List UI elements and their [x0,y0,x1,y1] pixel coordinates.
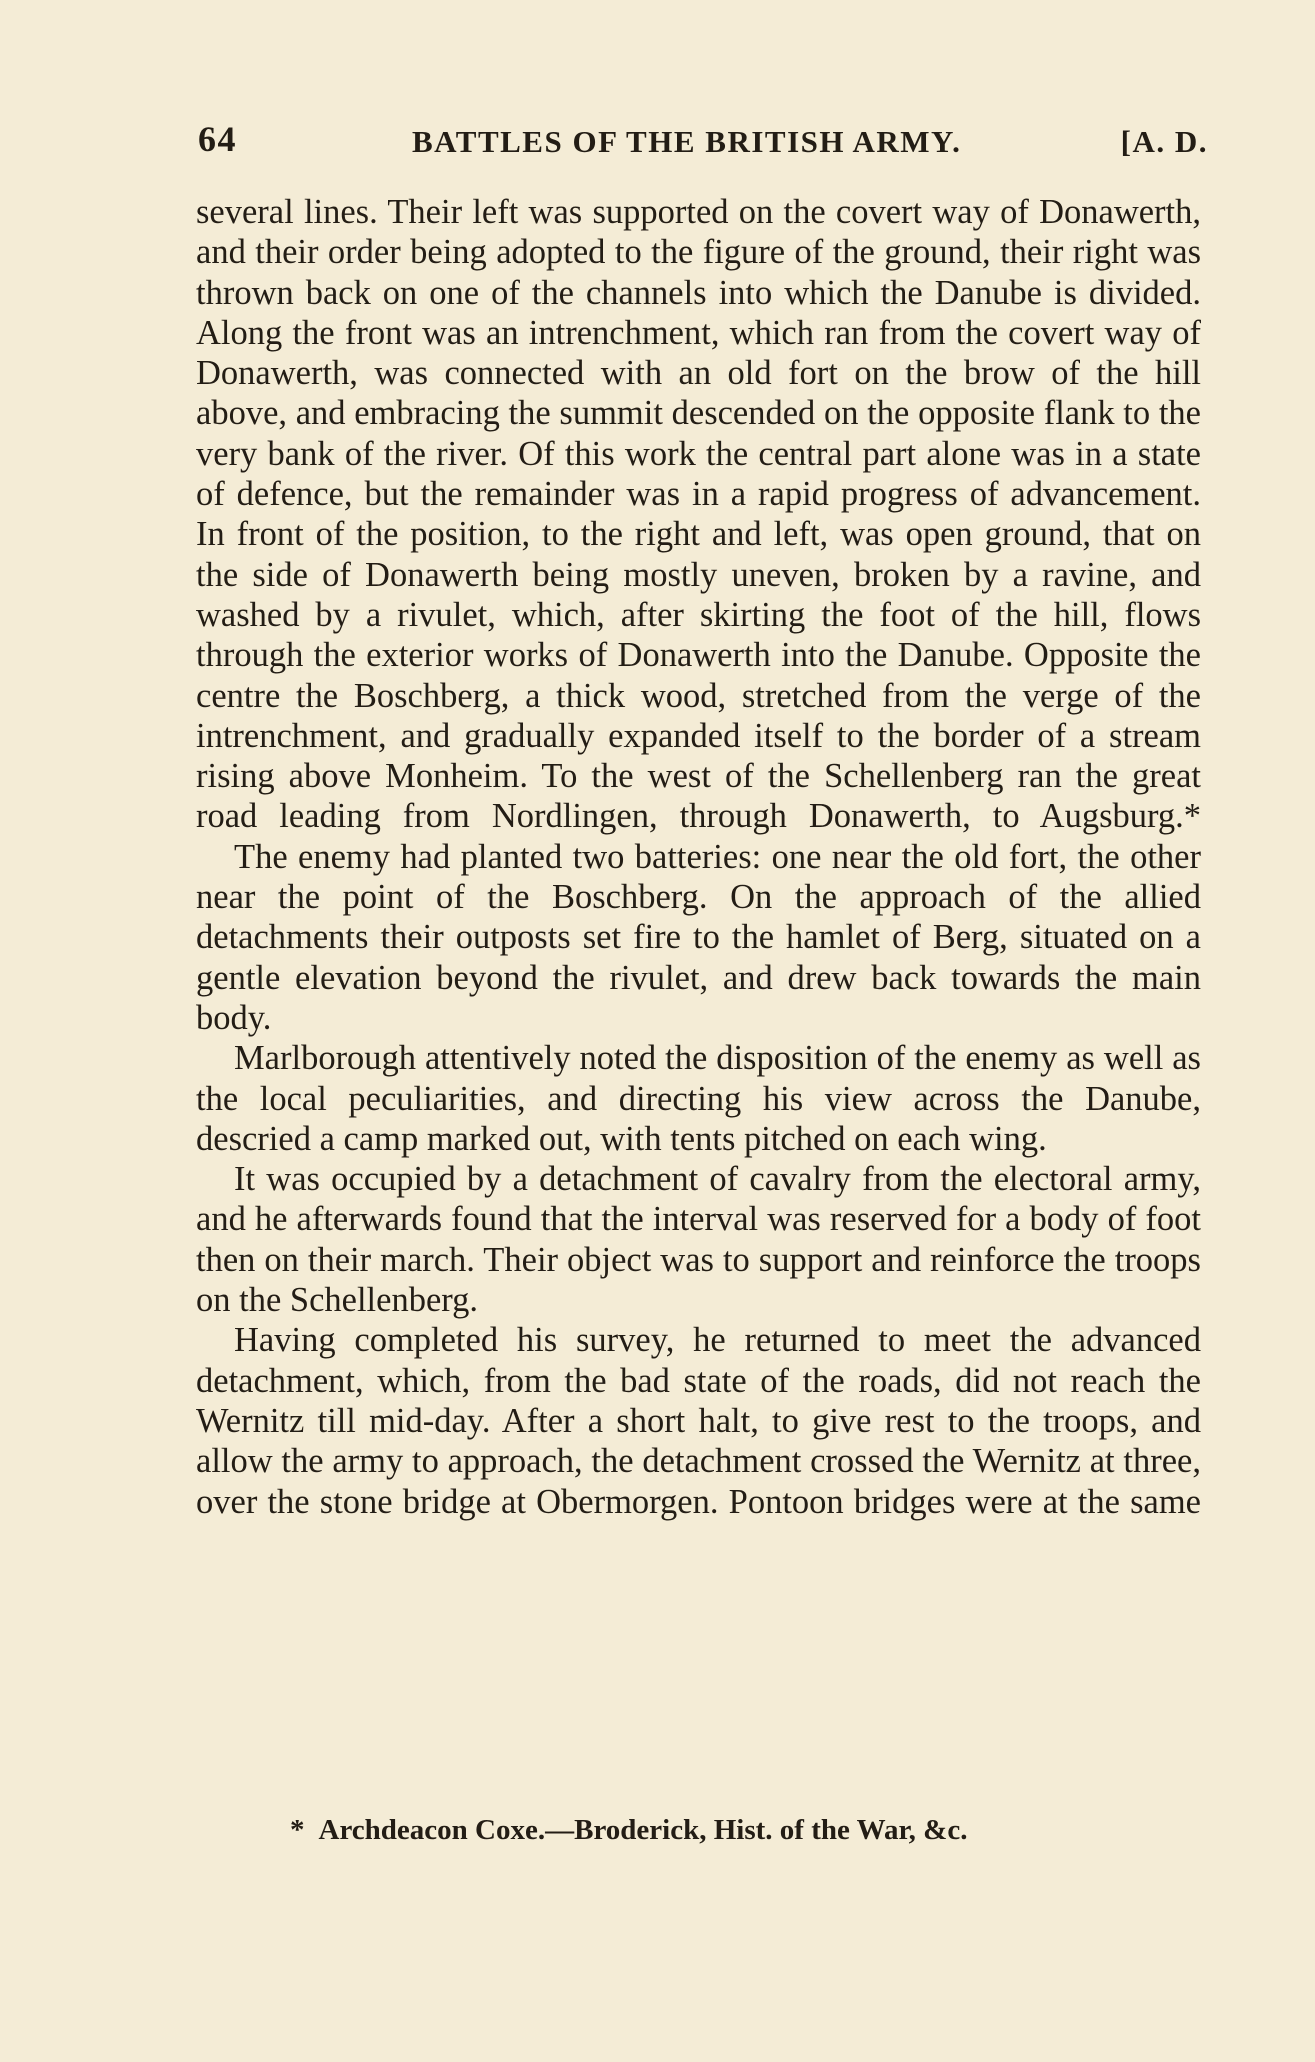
running-header [198,118,1208,168]
footnote-mark: * [290,1814,305,1846]
page-number: 64 [198,119,237,159]
running-title: BATTLES OF THE BRITISH ARMY. [412,124,962,159]
paragraph-5: Having completed his survey, he returned to meet the advanced detachment, which, from the bad state of the roads, did not reach the Wernitz till mid-day. After a short halt, to give rest to the troops, and allow the army to approach, the detachment crossed the Wernitz at three, over the stone bridge at Obermorgen. Pontoon bridges were at the same [196,1321,1201,1521]
footnote-text: Archdeacon Coxe.—Broderick, Hist. of the War, &c. [318,1814,968,1846]
paragraph-4: It was occupied by a detachment of cavalry from the electoral army, and he afterwards found that the interval was reserved for a body of foot then on their march. Their object was to support and reinforce the troops on the Schellenberg. [196,1160,1201,1320]
paragraph-2: The enemy had planted two batteries: one near the old fort, the other near the point of the Boschberg. On the approach of the allied detachments their outposts set fire to the hamlet of Berg, situated on a gentle elevation beyond the rivulet, and drew back towards the main body. [196,837,1201,1037]
footnote [200,1813,1200,1847]
paragraph-3: Marlborough attentively noted the disposition of the enemy as well as the local peculiarities, and directing his view across the Danube, descried a camp marked out, with tents pitched on each wing. [196,1039,1201,1158]
body-text [196,192,1201,1522]
paragraph-1: several lines. Their left was supported on the covert way of Donawerth, and their order being adopted to the figure of the ground, their right was thrown back on one of the channels into which the Danube is divided. Along the front was an intrenchment, which ran from the covert way of Donawerth, was connected with an old fort on the brow of the hill above, and embracing the summit descended on the opposite flank to the very bank of the river. Of this work the central part alone was in a state of defence, but the remainder was in a rapid progress of advancement. In front of the position, to the right and left, was open ground, that on the side of Donawerth being mostly uneven, broken by a ravine, and washed by a rivulet, which, after skirting the foot of the hill, flows through the exterior works of Donawerth into the Danube. Opposite the centre the Boschberg, a thick wood, stretched from the verge of the intrenchment, and gradually expanded itself to the border of a stream rising above Monheim. To the west of the Schellenberg ran the great road leading from Nordlingen, through Donawerth, to Augsburg.* [196,193,1201,836]
header-right-mark: [A. D. [1120,124,1208,159]
